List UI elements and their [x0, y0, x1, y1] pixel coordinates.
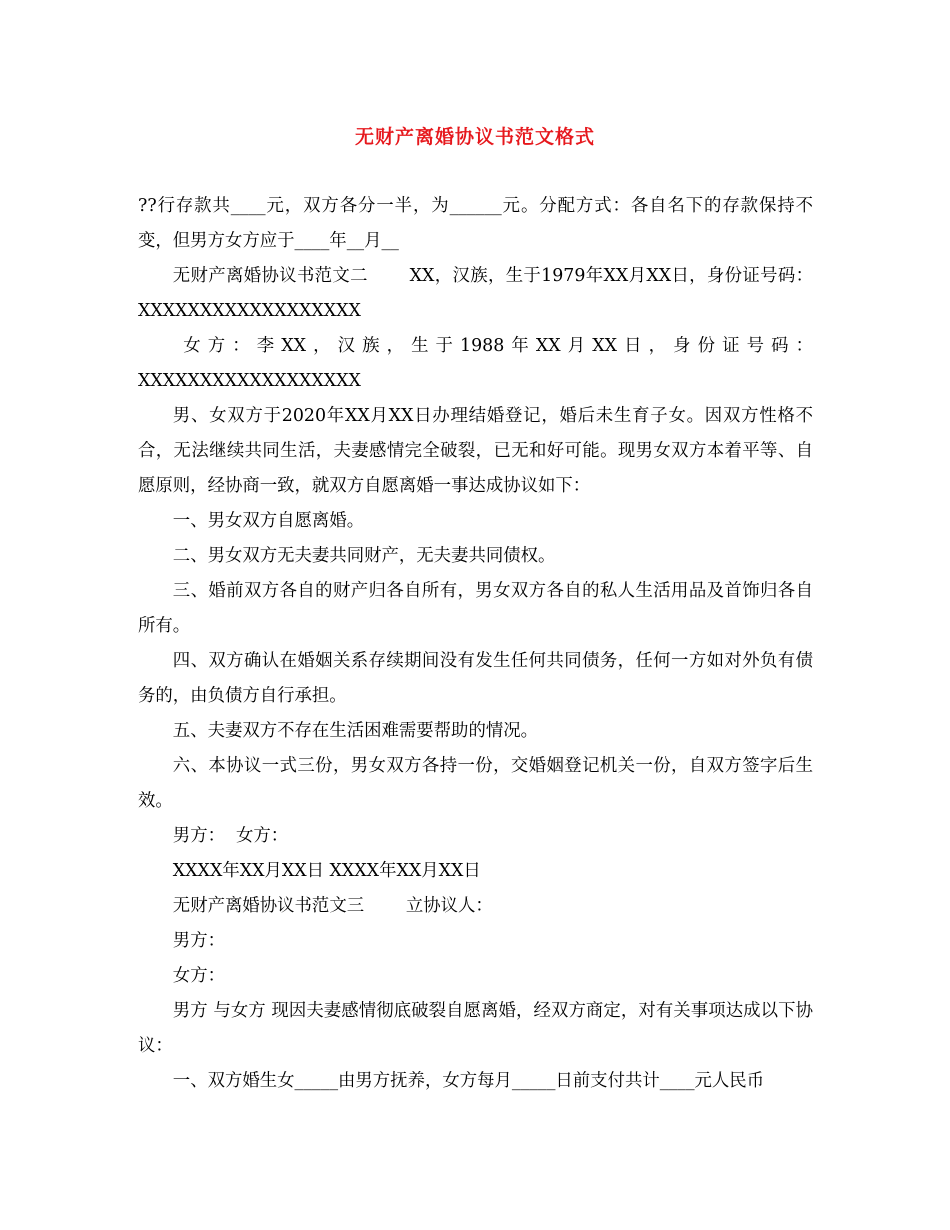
male-party-info: XX，汉族，生于1979年XX月XX日，身份证号码：XXXXXXXXXXXXXXXXXX [138, 266, 813, 321]
clause-three: 三、婚前双方各自的财产归各自所有，男女双方各自的私人生活用品及首饰归各自所有。 [138, 581, 813, 636]
female-party-info: 女方：李XX，汉族，生于1988年XX月XX日，身份证号码： [183, 336, 813, 356]
signature-line: 男方： 女方： [172, 826, 289, 846]
clause-five: 五、夫妻双方不存在生活困难需要帮助的情况。 [172, 721, 539, 741]
parties-label: 立协议人： [405, 896, 493, 916]
document-title: 无财产离婚协议书范文格式 [354, 126, 595, 148]
clause-four: 四、双方确认在婚姻关系存续期间没有发生任何共同债务，任何一方如对外负有债务的，由负债方自行承担。 [138, 651, 813, 706]
paragraph-sample-three [138, 889, 813, 924]
paragraph-sample-two [138, 259, 813, 329]
document-body [138, 189, 813, 1099]
sample-two-heading: 无财产离婚协议书范文二 [172, 266, 368, 286]
female-id-number: XXXXXXXXXXXXXXXXXX [138, 371, 361, 391]
clause-two: 二、男女双方无夫妻共同财产，无夫妻共同债权。 [172, 546, 556, 566]
clause-six: 六、本协议一式三份，男女双方各持一份，交婚姻登记机关一份，自双方签字后生效。 [138, 756, 813, 811]
clause-one: 一、男女双方自愿离婚。 [172, 511, 365, 531]
clause-child-custody: 一、双方婚生女_____由男方抚养，女方每月_____日前支付共计____元人民币 [172, 1071, 765, 1091]
male-party-label: 男方： [172, 931, 225, 951]
signature-date-line: XXXX年XX月XX日 XXXX年XX月XX日 [172, 861, 481, 881]
female-party-label: 女方： [172, 966, 225, 986]
sample-three-heading: 无财产离婚协议书范文三 [172, 896, 365, 916]
paragraph-agreement-intro: 男方 与女方 现因夫妻感情彻底破裂自愿离婚，经双方商定，对有关事项达成以下协议： [138, 1001, 813, 1056]
paragraph-savings: ??行存款共____元，双方各分一半，为______元。分配方式：各自名下的存款保持不变，但男方女方应于____年__月__ [138, 196, 813, 251]
paragraph-marriage-facts: 男、女双方于2020年XX月XX日办理结婚登记，婚后未生育子女。因双方性格不合，无法继续共同生活，夫妻感情完全破裂，已无和好可能。现男女双方本着平等、自愿原则，经协商一致，就双方自愿离婚一事达成协议如下： [138, 406, 813, 496]
